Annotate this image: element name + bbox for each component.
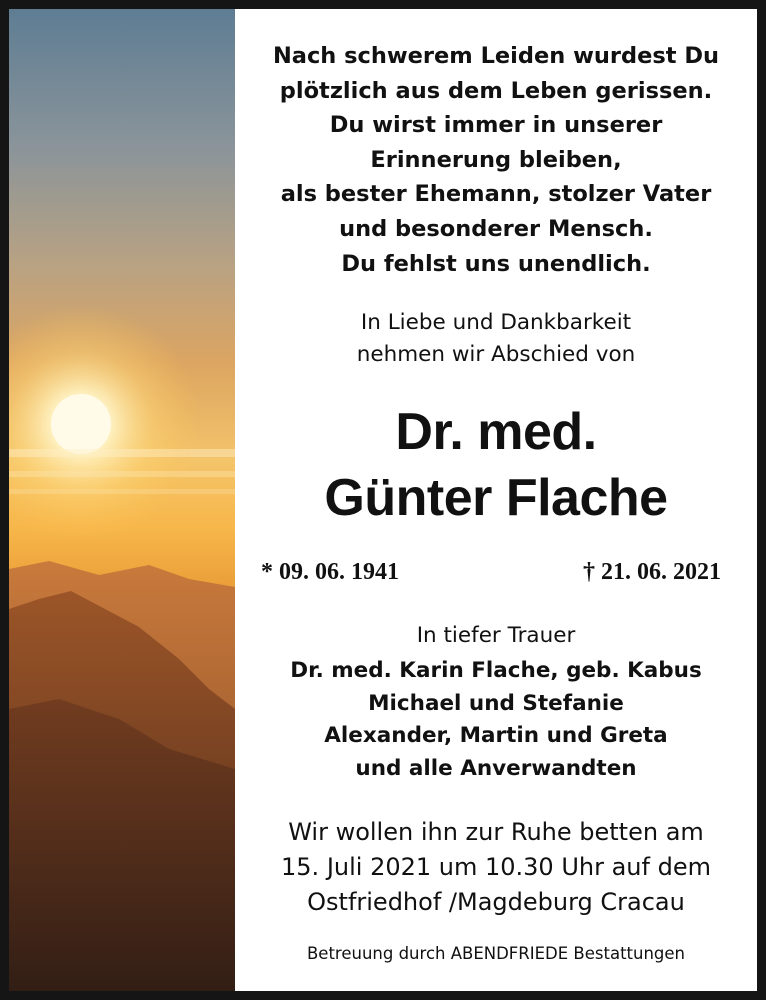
poem-line: Erinnerung bleiben,	[370, 146, 622, 173]
poem-line: Du fehlst uns unendlich.	[341, 250, 651, 277]
funeral-home-credit: Betreuung durch ABENDFRIEDE Bestattungen	[306, 944, 686, 963]
intro-line: nehmen wir Abschied von	[356, 342, 636, 367]
poem-line: und besonderer Mensch.	[339, 215, 653, 242]
mourner-line: Alexander, Martin und Greta	[324, 723, 668, 748]
deceased-full-name: Günter Flache	[324, 469, 668, 527]
memorial-poem	[235, 39, 757, 281]
mourner-line: und alle Anverwandten	[355, 755, 637, 781]
sunset-mountain-image	[9, 9, 235, 991]
obituary-text-panel	[235, 9, 757, 991]
funeral-line: Ostfriedhof /Magdeburg Cracau	[307, 888, 685, 916]
intro-line: In Liebe und Dankbarkeit	[360, 310, 632, 335]
deceased-title: Dr. med.	[395, 403, 597, 461]
mourner-line: Dr. med. Karin Flache, geb. Kabus	[290, 658, 702, 683]
life-dates	[261, 557, 721, 587]
birth-date: * 09. 06. 1941	[261, 559, 399, 585]
poem-line: Nach schwerem Leiden wurdest Du	[272, 43, 720, 69]
deceased-name	[235, 399, 757, 531]
farewell-intro	[235, 307, 757, 371]
mourning-intro: In tiefer Trauer	[416, 623, 576, 648]
mourners-list	[235, 655, 757, 785]
death-date: † 21. 06. 2021	[583, 559, 721, 585]
funeral-details	[235, 815, 757, 920]
poem-line: plötzlich aus dem Leben gerissen.	[279, 77, 713, 104]
poem-line: Du wirst immer in unserer	[329, 112, 663, 139]
mourner-line: Michael und Stefanie	[368, 690, 624, 716]
poem-line: als bester Ehemann, stolzer Vater	[280, 181, 712, 208]
funeral-line: 15. Juli 2021 um 10.30 Uhr auf dem	[281, 853, 711, 881]
funeral-line: Wir wollen ihn zur Ruhe betten am	[288, 818, 704, 846]
